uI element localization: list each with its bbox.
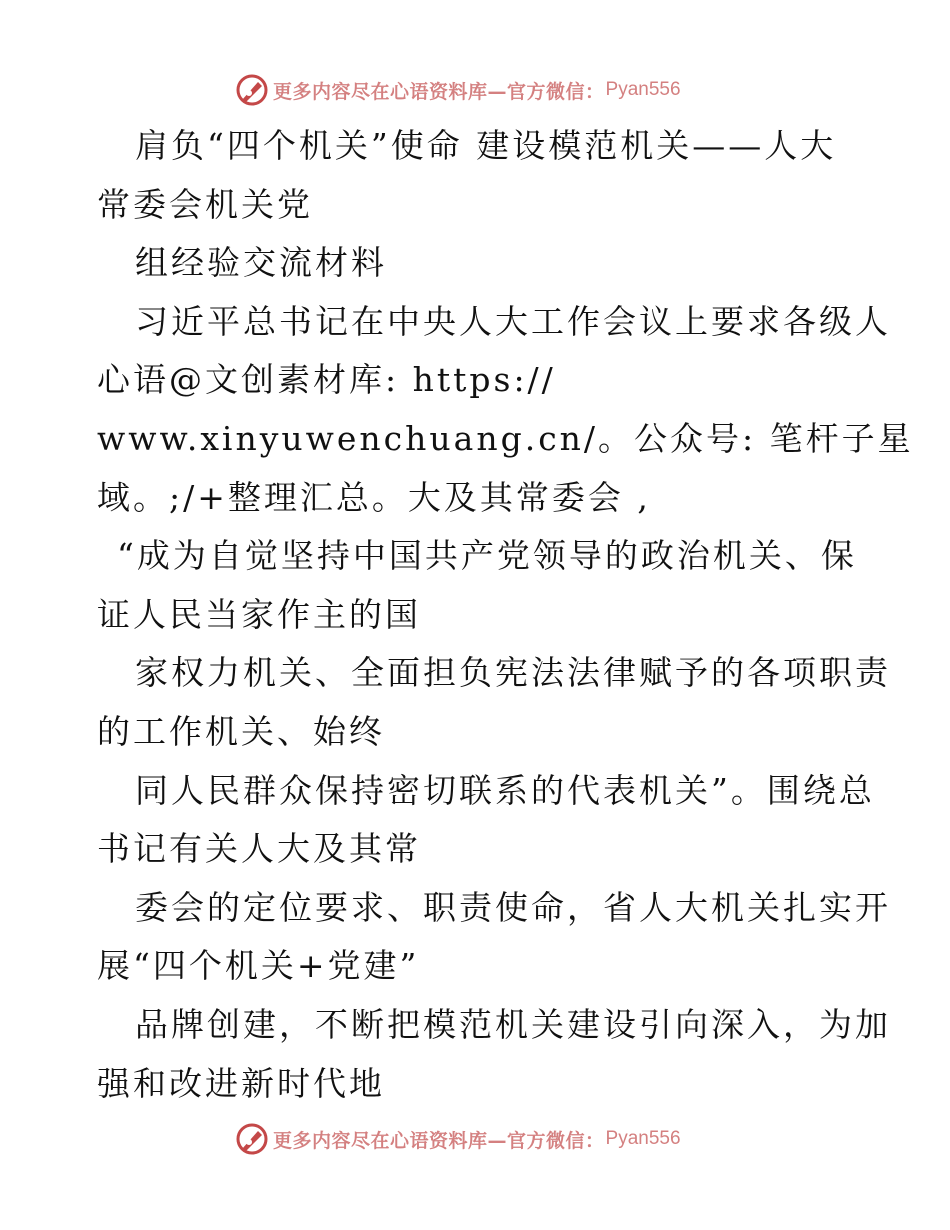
pen-logo-icon <box>236 1123 268 1155</box>
text-line: 家权力机关、全面担负宪法法律赋予的各项职责 <box>135 653 891 693</box>
footer-watermark <box>236 1121 681 1157</box>
text-line: www.xinyuwenchuang.cn/。公众号: 笔杆子星 <box>97 418 914 458</box>
text-line: 委会的定位要求、职责使命，省人大机关扎实开 <box>135 887 891 927</box>
header-watermark <box>236 72 681 108</box>
text-line: 书记有关人大及其常 <box>97 829 421 869</box>
text-line: 心语@文创素材库: https:// <box>97 360 556 400</box>
text-line: 品牌创建，不断把模范机关建设引向深入，为加 <box>135 1004 891 1044</box>
text-line: 肩负“四个机关”使命 建设模范机关——人大 <box>135 126 837 165</box>
pen-logo-icon <box>236 74 268 106</box>
text-line: 组经验交流材料 <box>135 243 387 283</box>
text-line: 的工作机关、始终 <box>97 711 385 751</box>
document-body <box>97 117 914 1113</box>
text-line: “成为自觉坚持中国共产党领导的政治机关、保 <box>117 536 857 576</box>
text-line: 强和改进新时代地 <box>97 1063 385 1103</box>
text-line: 同人民群众保持密切联系的代表机关”。围绕总 <box>135 770 875 810</box>
text-line: 常委会机关党 <box>97 184 313 224</box>
watermark-text: 更多内容尽在心语资料库—官方微信： <box>273 80 605 103</box>
text-line: 证人民当家作主的国 <box>97 594 421 634</box>
text-line: 习近平总书记在中央人大工作会议上要求各级人 <box>135 301 891 341</box>
text-line: 域。;/+整理汇总。大及其常委会 , <box>97 477 651 517</box>
text-line: 展“四个机关+党建” <box>97 946 420 986</box>
watermark-wechat-id: Pyan556 <box>605 1128 681 1149</box>
watermark-text: 更多内容尽在心语资料库—官方微信： <box>273 1129 605 1152</box>
watermark-wechat-id: Pyan556 <box>605 79 681 100</box>
